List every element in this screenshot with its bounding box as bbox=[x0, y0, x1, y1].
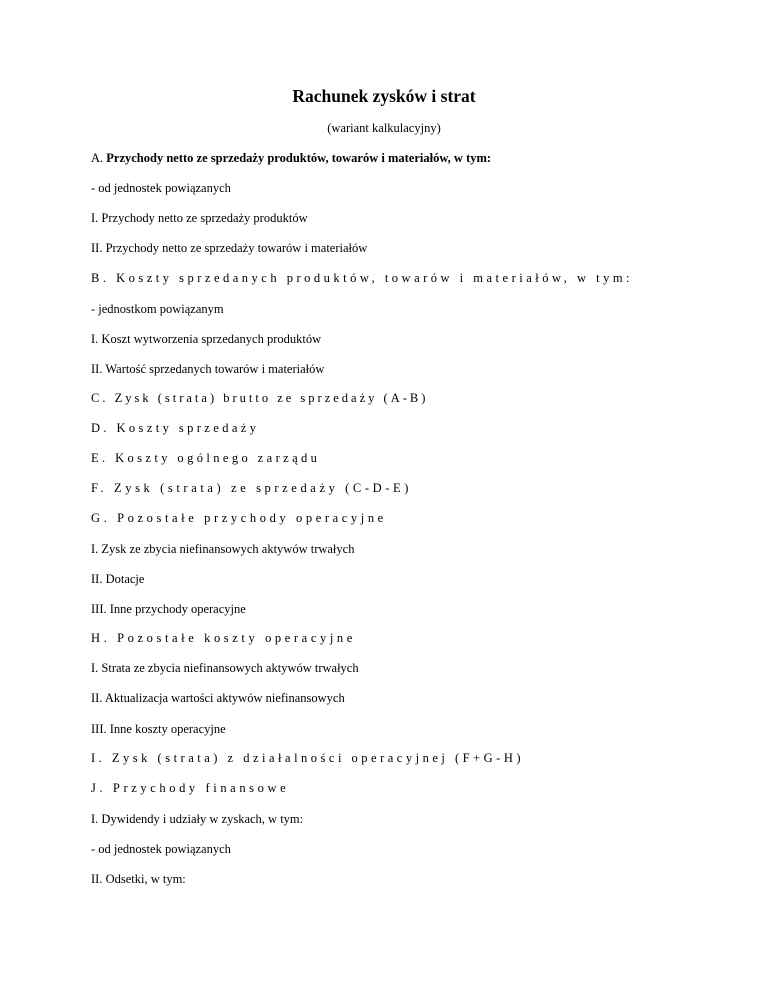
line-i: I. Zysk (strata) z działalności operacyjnej (F+G-H) bbox=[91, 751, 525, 765]
line-h-iii: III. Inne koszty operacyjne bbox=[91, 722, 226, 736]
line-j: J. Przychody finansowe bbox=[91, 781, 290, 795]
document-subtitle: (wariant kalkulacyjny) bbox=[327, 121, 441, 135]
document-title: Rachunek zysków i strat bbox=[292, 86, 476, 106]
line-b: B. Koszty sprzedanych produktów, towarów i materiałów, w tym: bbox=[91, 271, 634, 285]
line-h-i: I. Strata ze zbycia niefinansowych aktywów trwałych bbox=[91, 661, 359, 675]
line-a-prefix: A. bbox=[91, 151, 107, 165]
line-a-i: I. Przychody netto ze sprzedaży produktów bbox=[91, 211, 308, 225]
line-d: D. Koszty sprzedaży bbox=[91, 421, 260, 435]
line-a bbox=[91, 150, 491, 166]
line-f: F. Zysk (strata) ze sprzedaży (C-D-E) bbox=[91, 481, 413, 495]
line-j-i: I. Dywidendy i udziały w zyskach, w tym: bbox=[91, 812, 304, 826]
line-g: G. Pozostałe przychody operacyjne bbox=[91, 511, 387, 525]
line-b-sub1: - jednostkom powiązanym bbox=[91, 302, 224, 316]
line-a-ii: II. Przychody netto ze sprzedaży towarów i materiałów bbox=[91, 241, 368, 255]
line-e: E. Koszty ogólnego zarządu bbox=[91, 451, 321, 465]
line-h-ii: II. Aktualizacja wartości aktywów niefinansowych bbox=[91, 691, 345, 705]
line-h: H. Pozostałe koszty operacyjne bbox=[91, 631, 356, 645]
line-a-text: Przychody netto ze sprzedaży produktów, towarów i materiałów, w tym: bbox=[106, 151, 492, 165]
line-g-ii: II. Dotacje bbox=[91, 572, 145, 586]
line-a-sub1: - od jednostek powiązanych bbox=[91, 181, 231, 195]
line-g-i: I. Zysk ze zbycia niefinansowych aktywów trwałych bbox=[91, 542, 355, 556]
line-c: C. Zysk (strata) brutto ze sprzedaży (A-B) bbox=[91, 391, 429, 405]
line-g-iii: III. Inne przychody operacyjne bbox=[91, 602, 246, 616]
line-j-sub1: - od jednostek powiązanych bbox=[91, 842, 231, 856]
line-b-ii: II. Wartość sprzedanych towarów i materiałów bbox=[91, 362, 325, 376]
line-b-i: I. Koszt wytworzenia sprzedanych produktów bbox=[91, 332, 322, 346]
line-j-ii: II. Odsetki, w tym: bbox=[91, 872, 186, 886]
